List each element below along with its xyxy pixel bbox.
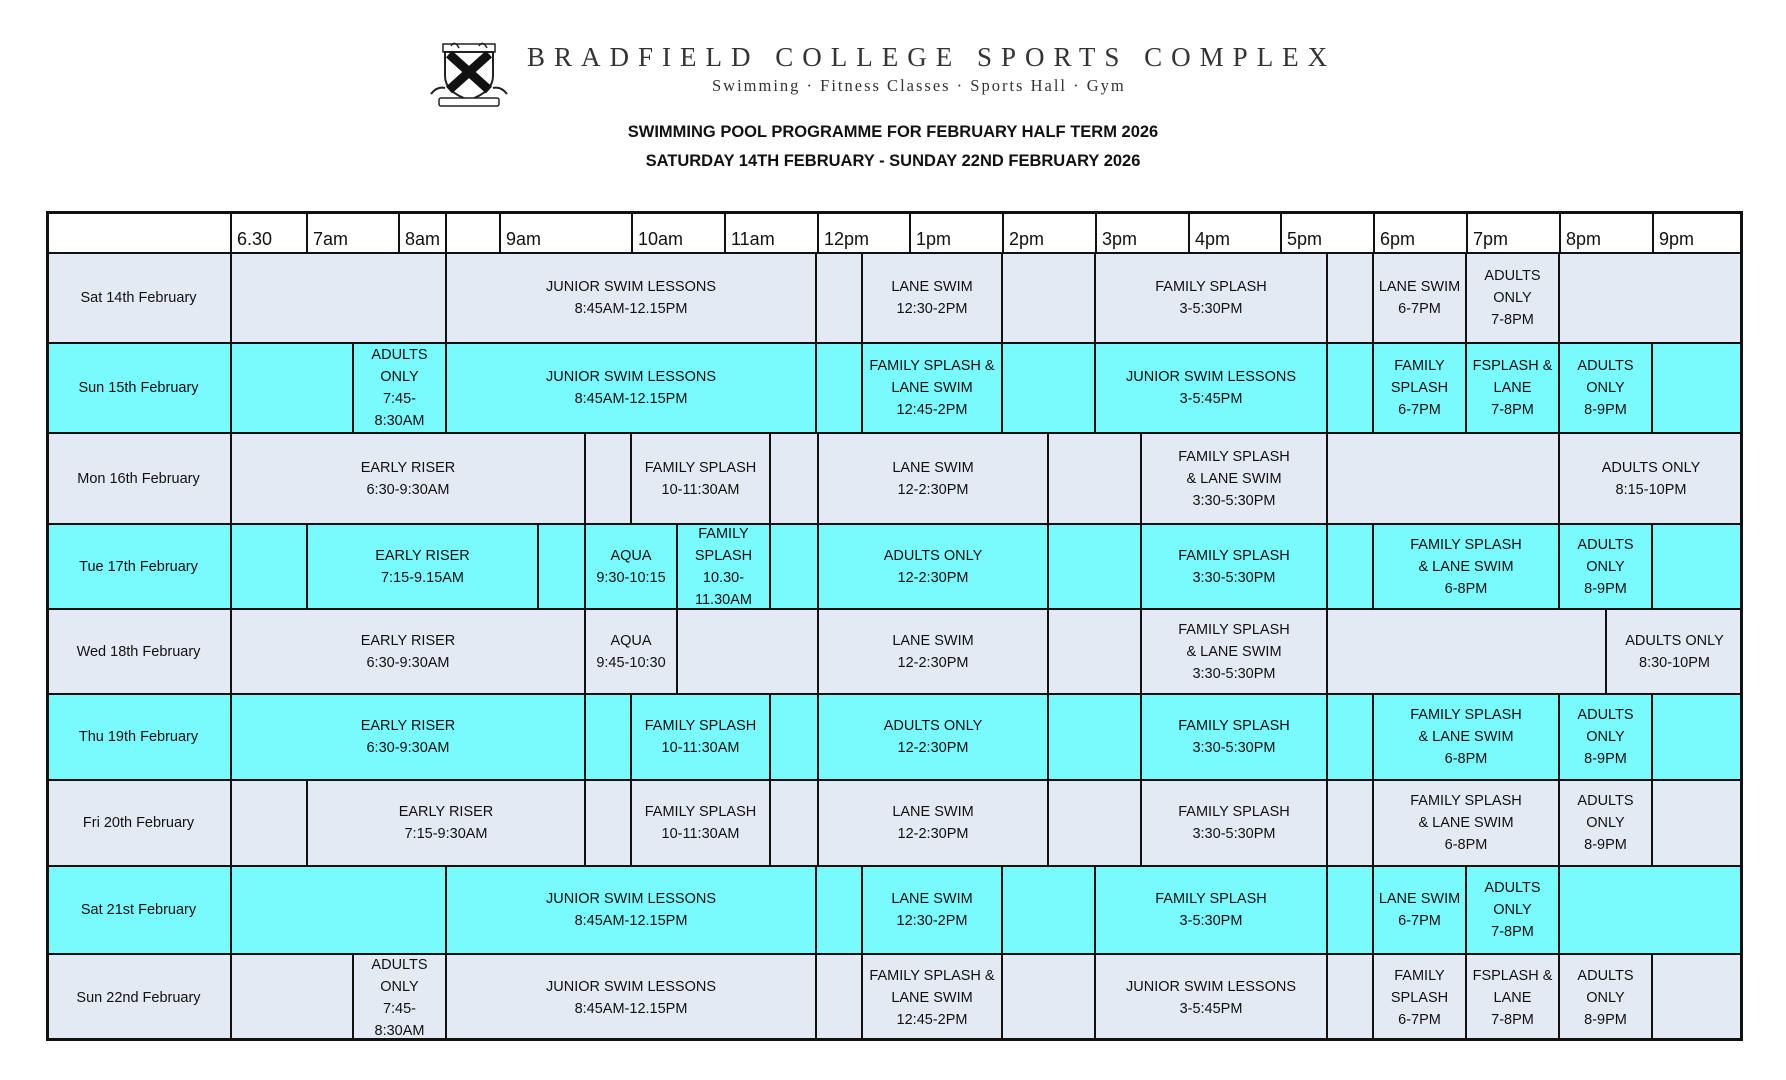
session-block: AQUA 9:30-10:15 bbox=[585, 524, 677, 609]
session-block: JUNIOR SWIM LESSONS 3-5:45PM bbox=[1095, 954, 1327, 1041]
session-block: ADULTS ONLY 12-2:30PM bbox=[818, 694, 1048, 780]
day-label: Fri 20th February bbox=[46, 780, 231, 866]
day-label: Sun 15th February bbox=[46, 343, 231, 433]
session-block: ADULTS ONLY 8-9PM bbox=[1559, 694, 1652, 780]
session-block: FAMILY SPLASH 3:30-5:30PM bbox=[1141, 524, 1327, 609]
session-block: FAMILY SPLASH & LANE SWIM 6-8PM bbox=[1373, 524, 1559, 609]
empty-slot bbox=[770, 524, 818, 609]
session-block: JUNIOR SWIM LESSONS 8:45AM-12.15PM bbox=[446, 866, 816, 954]
time-header-cell: 9pm bbox=[1653, 211, 1743, 253]
session-block: LANE SWIM 6-7PM bbox=[1373, 253, 1466, 343]
empty-slot bbox=[816, 343, 862, 433]
session-block: ADULTS ONLY 8-9PM bbox=[1559, 954, 1652, 1041]
session-block: LANE SWIM 12:30-2PM bbox=[862, 866, 1002, 954]
empty-slot bbox=[1327, 343, 1373, 433]
day-label: Tue 17th February bbox=[46, 524, 231, 609]
session-block: LANE SWIM 12-2:30PM bbox=[818, 433, 1048, 524]
session-block: EARLY RISER 6:30-9:30AM bbox=[231, 433, 585, 524]
time-header-cell: 4pm bbox=[1189, 211, 1281, 253]
day-label: Thu 19th February bbox=[46, 694, 231, 780]
session-block: LANE SWIM 12-2:30PM bbox=[818, 780, 1048, 866]
session-block: ADULTS ONLY 7-8PM bbox=[1466, 866, 1559, 954]
time-header-cell: 7pm bbox=[1467, 211, 1560, 253]
session-block: ADULTS ONLY 8:30-10PM bbox=[1606, 609, 1743, 694]
empty-slot bbox=[816, 253, 862, 343]
session-block: JUNIOR SWIM LESSONS 8:45AM-12.15PM bbox=[446, 343, 816, 433]
day-label: Sun 22nd February bbox=[46, 954, 231, 1041]
session-block: JUNIOR SWIM LESSONS 8:45AM-12.15PM bbox=[446, 954, 816, 1041]
time-header-cell: 12pm bbox=[818, 211, 910, 253]
session-block: FAMILY SPLASH 3-5:30PM bbox=[1095, 253, 1327, 343]
session-block: ADULTS ONLY 8:15-10PM bbox=[1559, 433, 1743, 524]
session-block: EARLY RISER 6:30-9:30AM bbox=[231, 694, 585, 780]
empty-slot bbox=[231, 954, 353, 1041]
session-block: FAMILY SPLASH & LANE SWIM 6-8PM bbox=[1373, 780, 1559, 866]
empty-slot bbox=[770, 433, 818, 524]
empty-slot bbox=[1652, 343, 1743, 433]
empty-slot bbox=[1327, 866, 1373, 954]
session-block: FAMILY SPLASH 3:30-5:30PM bbox=[1141, 694, 1327, 780]
empty-slot bbox=[1048, 524, 1141, 609]
empty-slot bbox=[1002, 253, 1095, 343]
session-block: FAMILY SPLASH & LANE SWIM 6-8PM bbox=[1373, 694, 1559, 780]
empty-slot bbox=[1048, 694, 1141, 780]
empty-slot bbox=[1327, 524, 1373, 609]
time-header-cell: 11am bbox=[725, 211, 818, 253]
session-block: FAMILY SPLASH & LANE SWIM 12:45-2PM bbox=[862, 954, 1002, 1041]
time-header-cell: 6pm bbox=[1374, 211, 1467, 253]
session-block: LANE SWIM 6-7PM bbox=[1373, 866, 1466, 954]
empty-slot bbox=[585, 780, 631, 866]
session-block: LANE SWIM 12-2:30PM bbox=[818, 609, 1048, 694]
session-block: FAMILY SPLASH 6-7PM bbox=[1373, 954, 1466, 1041]
empty-slot bbox=[770, 780, 818, 866]
empty-slot bbox=[1002, 343, 1095, 433]
session-block: AQUA 9:45-10:30 bbox=[585, 609, 677, 694]
session-block: FAMILY SPLASH & LANE SWIM 3:30-5:30PM bbox=[1141, 609, 1327, 694]
empty-slot bbox=[1652, 780, 1743, 866]
time-header-cell: 9am bbox=[500, 211, 632, 253]
time-header-cell: 10am bbox=[632, 211, 725, 253]
empty-slot bbox=[1327, 780, 1373, 866]
session-block: ADULTS ONLY 7:45- 8:30AM bbox=[353, 954, 446, 1041]
session-block: ADULTS ONLY 8-9PM bbox=[1559, 343, 1652, 433]
empty-slot bbox=[538, 524, 585, 609]
session-block: ADULTS ONLY 12-2:30PM bbox=[818, 524, 1048, 609]
empty-slot bbox=[770, 694, 818, 780]
empty-slot bbox=[1048, 780, 1141, 866]
day-label: Mon 16th February bbox=[46, 433, 231, 524]
session-block: FSPLASH & LANE 7-8PM bbox=[1466, 954, 1559, 1041]
time-header-cell: 5pm bbox=[1281, 211, 1374, 253]
empty-slot bbox=[816, 954, 862, 1041]
empty-slot bbox=[1327, 253, 1373, 343]
empty-slot bbox=[231, 253, 446, 343]
empty-slot bbox=[677, 609, 818, 694]
time-header-cell: 8pm bbox=[1560, 211, 1653, 253]
empty-slot bbox=[585, 433, 631, 524]
session-block: EARLY RISER 7:15-9:30AM bbox=[307, 780, 585, 866]
empty-slot bbox=[1327, 609, 1606, 694]
time-header-cell: 1pm bbox=[910, 211, 1003, 253]
time-header-cell: 2pm bbox=[1003, 211, 1096, 253]
empty-slot bbox=[1327, 433, 1559, 524]
session-block: FAMILY SPLASH & LANE SWIM 12:45-2PM bbox=[862, 343, 1002, 433]
session-block: FAMILY SPLASH 10.30- 11.30AM bbox=[677, 524, 770, 609]
time-header-cell: 6.30 bbox=[231, 211, 307, 253]
session-block: FAMILY SPLASH 3-5:30PM bbox=[1095, 866, 1327, 954]
empty-slot bbox=[231, 866, 446, 954]
brand-subtitle: Swimming · Fitness Classes · Sports Hall · Gym bbox=[712, 76, 1126, 95]
day-label: Wed 18th February bbox=[46, 609, 231, 694]
programme-dates: SATURDAY 14TH FEBRUARY - SUNDAY 22ND FEBRUARY 2026 bbox=[645, 152, 1141, 170]
session-block: LANE SWIM 12:30-2PM bbox=[862, 253, 1002, 343]
session-block: FAMILY SPLASH 10-11:30AM bbox=[631, 433, 770, 524]
empty-slot bbox=[231, 524, 307, 609]
empty-slot bbox=[1327, 954, 1373, 1041]
time-header-cell bbox=[446, 211, 500, 253]
day-label: Sat 21st February bbox=[46, 866, 231, 954]
session-block: ADULTS ONLY 8-9PM bbox=[1559, 524, 1652, 609]
empty-slot bbox=[231, 780, 307, 866]
session-block: ADULTS ONLY 8-9PM bbox=[1559, 780, 1652, 866]
session-block: FAMILY SPLASH & LANE SWIM 3:30-5:30PM bbox=[1141, 433, 1327, 524]
empty-slot bbox=[1048, 433, 1141, 524]
empty-slot bbox=[1559, 253, 1743, 343]
session-block: FAMILY SPLASH 3:30-5:30PM bbox=[1141, 780, 1327, 866]
empty-slot bbox=[1652, 524, 1743, 609]
empty-slot bbox=[1559, 866, 1743, 954]
session-block: JUNIOR SWIM LESSONS 8:45AM-12.15PM bbox=[446, 253, 816, 343]
programme-title: SWIMMING POOL PROGRAMME FOR FEBRUARY HALF TERM 2026 bbox=[627, 123, 1159, 141]
empty-slot bbox=[231, 343, 353, 433]
time-header-cell: 7am bbox=[307, 211, 399, 253]
empty-slot bbox=[1652, 954, 1743, 1041]
day-label: Sat 14th February bbox=[46, 253, 231, 343]
session-block: FAMILY SPLASH 10-11:30AM bbox=[631, 780, 770, 866]
empty-slot bbox=[1048, 609, 1141, 694]
session-block: FSPLASH & LANE 7-8PM bbox=[1466, 343, 1559, 433]
session-block: EARLY RISER 7:15-9.15AM bbox=[307, 524, 538, 609]
session-block: FAMILY SPLASH 6-7PM bbox=[1373, 343, 1466, 433]
session-block: JUNIOR SWIM LESSONS 3-5:45PM bbox=[1095, 343, 1327, 433]
session-block: ADULTS ONLY 7:45- 8:30AM bbox=[353, 343, 446, 433]
session-block: FAMILY SPLASH 10-11:30AM bbox=[631, 694, 770, 780]
empty-slot bbox=[1002, 866, 1095, 954]
session-block: ADULTS ONLY 7-8PM bbox=[1466, 253, 1559, 343]
time-header-cell: 3pm bbox=[1096, 211, 1189, 253]
empty-slot bbox=[816, 866, 862, 954]
time-header-cell: 8am bbox=[399, 211, 446, 253]
brand-title: BRADFIELD COLLEGE SPORTS COMPLEX bbox=[527, 42, 1337, 72]
session-block: EARLY RISER 6:30-9:30AM bbox=[231, 609, 585, 694]
empty-slot bbox=[1327, 694, 1373, 780]
empty-slot bbox=[585, 694, 631, 780]
header-corner-cell bbox=[46, 211, 231, 253]
empty-slot bbox=[1652, 694, 1743, 780]
empty-slot bbox=[1002, 954, 1095, 1041]
